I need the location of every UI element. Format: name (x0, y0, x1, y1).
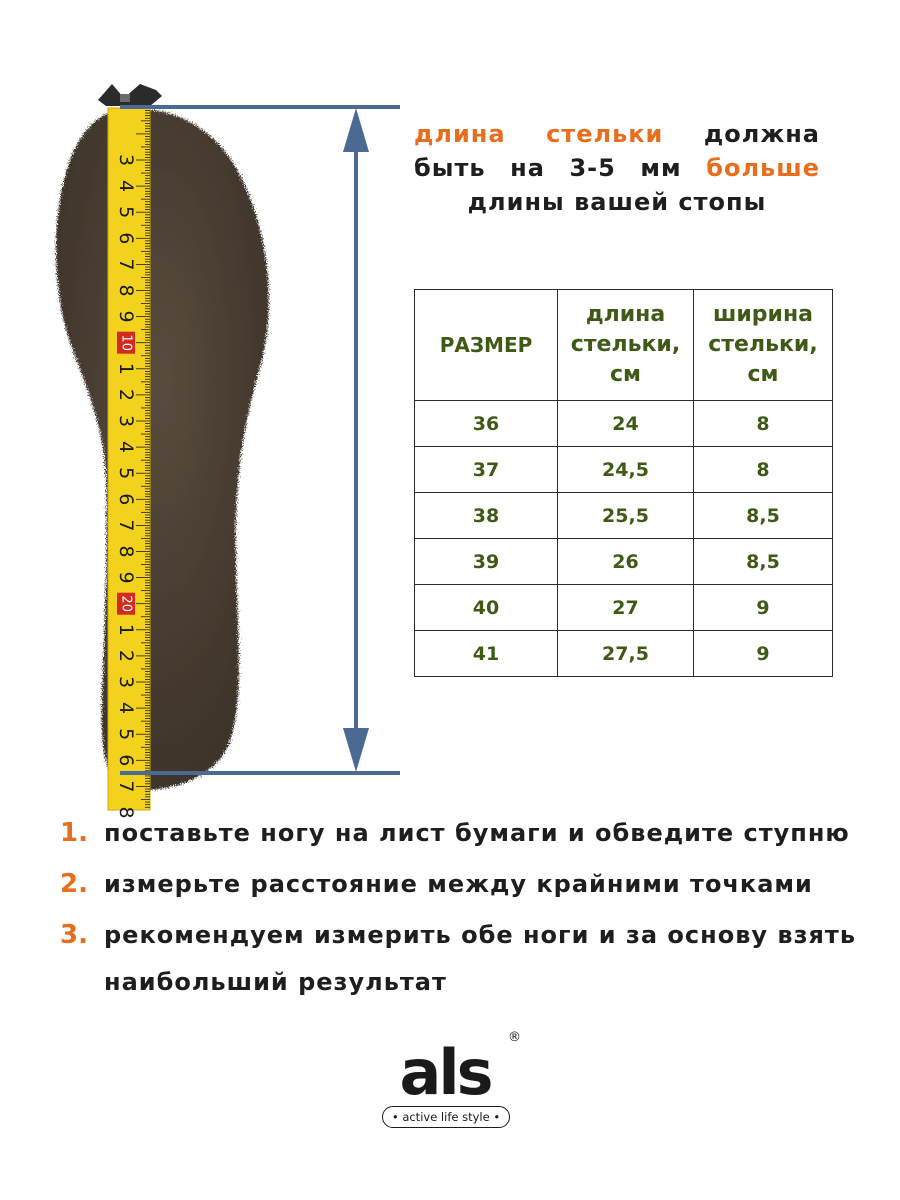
intro-word: мм (640, 154, 682, 182)
cell-size: 39 (415, 539, 558, 585)
intro-word: стельки (546, 120, 664, 148)
table-row (415, 493, 833, 539)
size-table (414, 289, 833, 677)
cell-width: 8 (694, 401, 833, 447)
cell-width: 8 (694, 447, 833, 493)
tape-digit: 7 (115, 519, 137, 532)
intro-line-3 (414, 185, 820, 219)
cell-width: 8,5 (694, 539, 833, 585)
header-width-line: см (747, 362, 779, 387)
intro-word: больше (706, 154, 820, 182)
tape-digit: 5 (115, 467, 137, 480)
header-width (694, 290, 833, 401)
tape-digit: 4 (115, 702, 137, 715)
tape-digit: 6 (115, 232, 137, 245)
header-length-line: стельки, (570, 332, 681, 357)
tape-digit: 9 (115, 310, 137, 323)
tape-digit: 1 (115, 362, 137, 375)
step-3-continued (60, 968, 447, 996)
logo-tagline: • active life style • (382, 1106, 510, 1128)
cell-size: 36 (415, 401, 558, 447)
intro-word: длина (414, 120, 506, 148)
intro-word: быть (414, 154, 486, 182)
table-row (415, 447, 833, 493)
tape-digit: 10 (118, 334, 134, 351)
tape-digit: 9 (115, 571, 137, 584)
step-number: 1. (60, 818, 88, 848)
cell-length: 26 (558, 539, 694, 585)
step-text: измерьте расстояние между крайними точками (104, 870, 813, 898)
step-number: 2. (60, 869, 88, 899)
als-logo (380, 1030, 525, 1130)
table-row (415, 401, 833, 447)
header-width-line: стельки, (708, 332, 818, 357)
tape-digit: 8 (115, 806, 137, 819)
intro-word: на (510, 154, 545, 182)
intro-word: должна (703, 120, 820, 148)
table-row (415, 539, 833, 585)
cell-length: 27,5 (558, 631, 694, 677)
tape-digit: 6 (115, 754, 137, 767)
cell-width: 9 (694, 631, 833, 677)
tape-digit: 20 (118, 595, 134, 612)
tape-digit: 7 (115, 780, 137, 793)
cell-width: 9 (694, 585, 833, 631)
arrow-up-icon (343, 108, 369, 152)
cell-width: 8,5 (694, 493, 833, 539)
header-length (558, 290, 694, 401)
tape-digit: 5 (115, 206, 137, 219)
fur-insole (56, 109, 269, 793)
tape-digit: 8 (115, 545, 137, 558)
logo-wordmark: als (399, 1036, 491, 1109)
intro-word: 3-5 (569, 154, 616, 182)
table-row (415, 631, 833, 677)
tape-digit: 3 (115, 153, 137, 167)
header-length-line: см (609, 362, 642, 387)
tape-digit: 4 (115, 180, 137, 193)
tape-digit: 5 (115, 728, 137, 741)
tape-digit: 2 (115, 388, 137, 401)
header-size: РАЗМЕР (415, 290, 558, 401)
tape-digit: 6 (115, 493, 137, 506)
registered-mark: ® (508, 1030, 521, 1045)
step-2 (60, 869, 813, 899)
cell-length: 25,5 (558, 493, 694, 539)
cell-size: 40 (415, 585, 558, 631)
tape-digit: 7 (115, 258, 137, 271)
step-1 (60, 818, 850, 848)
step-3 (60, 920, 856, 950)
tape-digit: 4 (115, 441, 137, 454)
header-width-line: ширина (713, 302, 813, 327)
step-number: 3. (60, 920, 88, 950)
step-text: наибольший результат (104, 968, 447, 996)
tape-digit: 1 (115, 623, 137, 636)
cell-length: 27 (558, 585, 694, 631)
intro-line-2 (414, 151, 820, 185)
cell-size: 37 (415, 447, 558, 493)
cell-length: 24,5 (558, 447, 694, 493)
cell-size: 41 (415, 631, 558, 677)
header-length-line: длина (585, 302, 666, 327)
arrow-down-icon (343, 728, 369, 772)
insole-measurement-illustration (0, 0, 420, 820)
intro-text (414, 117, 820, 219)
step-text: поставьте ногу на лист бумаги и обведите ступню (104, 819, 850, 847)
table-row (415, 585, 833, 631)
cell-length: 24 (558, 401, 694, 447)
tape-digit: 8 (115, 284, 137, 297)
intro-line-1 (414, 117, 820, 151)
intro-word: длины вашей стопы (467, 188, 767, 216)
table-header-row (415, 290, 833, 401)
tape-digit: 3 (115, 414, 137, 428)
tape-digit: 3 (115, 675, 137, 689)
cell-size: 38 (415, 493, 558, 539)
tape-digit: 2 (115, 649, 137, 662)
step-text: рекомендуем измерить обе ноги и за основу взять (104, 921, 857, 949)
